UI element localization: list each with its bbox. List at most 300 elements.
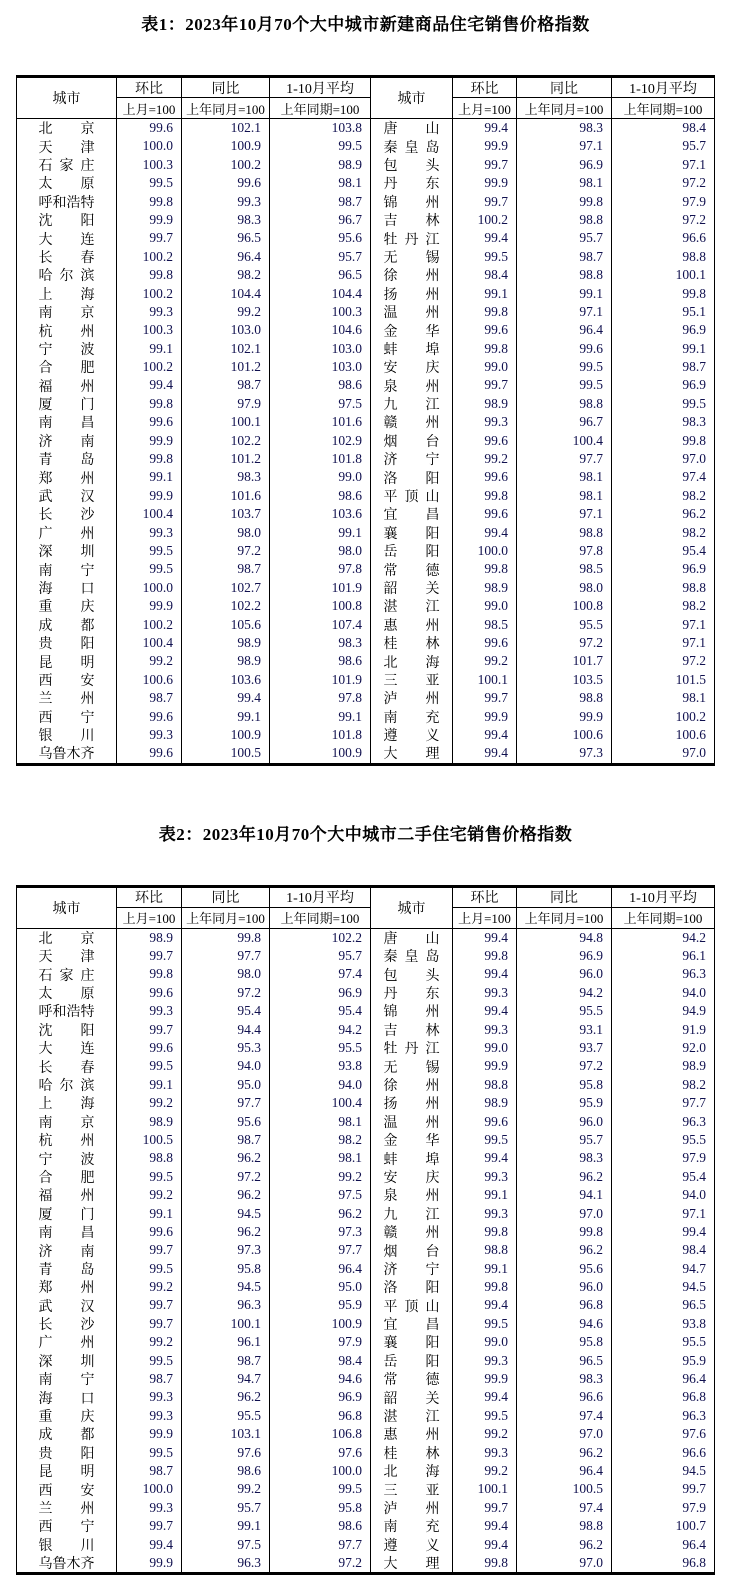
value-cell-yoy: 95.5 xyxy=(517,616,612,634)
value-cell-avg: 97.0 xyxy=(682,451,706,467)
city-name: 三 亚 xyxy=(383,673,440,689)
city-cell xyxy=(371,542,453,560)
city-cell xyxy=(17,1278,117,1296)
value-cell-avg: 93.8 xyxy=(682,1315,706,1331)
city-name: 南 充 xyxy=(383,1520,440,1536)
value-cell-mom: 99.1 xyxy=(117,1205,182,1223)
value-cell-mom: 100.4 xyxy=(117,634,182,652)
city-name: 丹 东 xyxy=(383,177,440,193)
value-cell-mom: 99.2 xyxy=(117,652,182,670)
value-cell-yoy: 103.5 xyxy=(517,671,612,689)
city-cell xyxy=(371,947,453,965)
city-name: 福 州 xyxy=(38,1189,95,1205)
city-cell xyxy=(17,211,117,229)
city-name: 武 汉 xyxy=(38,490,95,506)
city-cell xyxy=(371,1462,453,1480)
value-cell-yoy: 98.3 xyxy=(517,119,612,137)
value-cell-mom: 99.7 xyxy=(117,1241,182,1259)
value-cell-yoy: 98.8 xyxy=(517,524,612,542)
value-cell-avg: 96.8 xyxy=(682,1554,706,1570)
city-name: 宁 波 xyxy=(38,342,95,358)
city-cell xyxy=(371,505,453,523)
value-cell-avg: 97.1 xyxy=(682,616,706,632)
city-name: 安 庆 xyxy=(383,1170,440,1186)
value-cell-yoy: 96.2 xyxy=(517,1536,612,1554)
value-cell-mom: 99.7 xyxy=(117,1021,182,1039)
value-cell-avg: 99.1 xyxy=(338,524,362,540)
value-cell-yoy: 100.8 xyxy=(517,597,612,615)
city-cell xyxy=(17,1168,117,1186)
value-cell-mom: 99.1 xyxy=(117,1076,182,1094)
city-name: 银 川 xyxy=(38,729,95,745)
value-cell-avg: 97.5 xyxy=(338,1187,362,1203)
value-cell-mom: 99.8 xyxy=(117,965,182,983)
city-cell xyxy=(371,1499,453,1517)
city-cell xyxy=(371,1388,453,1406)
value-cell-avg: 94.2 xyxy=(682,929,706,945)
value-cell-avg: 98.1 xyxy=(682,690,706,706)
value-cell-mom: 99.7 xyxy=(453,689,517,707)
value-cell-mom: 99.6 xyxy=(453,1113,517,1131)
value-cell-yoy: 96.9 xyxy=(517,156,612,174)
value-cell-mom: 99.5 xyxy=(117,1444,182,1462)
value-cell-mom: 99.5 xyxy=(117,1352,182,1370)
city-name: 济 南 xyxy=(38,1244,95,1260)
value-cell-yoy: 98.3 xyxy=(517,1149,612,1167)
value-cell-avg: 93.8 xyxy=(338,1058,362,1074)
value-cell-mom: 99.4 xyxy=(453,1517,517,1535)
city-cell xyxy=(17,505,117,523)
city-cell xyxy=(17,542,117,560)
value-cell-avg: 99.5 xyxy=(338,1481,362,1497)
value-cell-yoy: 97.2 xyxy=(517,634,612,652)
value-cell-mom: 100.1 xyxy=(453,671,517,689)
city-name: 吉 林 xyxy=(383,1023,440,1039)
city-name: 泉 州 xyxy=(383,379,440,395)
value-cell-yoy: 95.4 xyxy=(182,1002,270,1020)
value-cell-mom: 99.5 xyxy=(453,1131,517,1149)
value-cell-mom: 100.0 xyxy=(453,542,517,560)
value-cell-yoy: 98.9 xyxy=(182,652,270,670)
city-name: 大 理 xyxy=(383,747,440,763)
value-cell-yoy: 103.6 xyxy=(182,671,270,689)
value-cell-mom: 99.9 xyxy=(117,432,182,450)
city-name: 泉 州 xyxy=(383,1189,440,1205)
value-cell-avg: 95.9 xyxy=(682,1352,706,1368)
city-name: 呼 和 浩 特 xyxy=(38,195,95,211)
city-cell xyxy=(371,450,453,468)
city-name: 贵 阳 xyxy=(38,637,95,653)
city-cell xyxy=(17,1517,117,1535)
value-cell-mom: 99.8 xyxy=(453,1223,517,1241)
value-cell-mom: 100.0 xyxy=(117,1480,182,1498)
value-cell-yoy: 94.5 xyxy=(182,1205,270,1223)
city-cell xyxy=(371,1094,453,1112)
value-cell-avg: 102.2 xyxy=(331,929,362,945)
city-cell xyxy=(371,1149,453,1167)
city-cell xyxy=(17,1076,117,1094)
value-cell-avg: 99.5 xyxy=(338,138,362,154)
value-cell-avg: 96.9 xyxy=(682,322,706,338)
city-cell xyxy=(371,1021,453,1039)
city-cell xyxy=(371,1223,453,1241)
city-name: 青 岛 xyxy=(38,453,95,469)
value-cell-avg: 101.9 xyxy=(331,671,362,687)
value-cell-yoy: 96.2 xyxy=(517,1444,612,1462)
value-cell-yoy: 98.8 xyxy=(517,395,612,413)
value-cell-yoy: 94.0 xyxy=(182,1057,270,1075)
city-name: 西 安 xyxy=(38,673,95,689)
value-cell-avg: 96.2 xyxy=(338,1205,362,1221)
value-cell-mom: 99.4 xyxy=(453,119,517,137)
city-name: 杭 州 xyxy=(38,324,95,340)
city-name: 温 州 xyxy=(383,1115,440,1131)
value-cell-avg: 95.6 xyxy=(338,230,362,246)
city-name: 合 肥 xyxy=(38,361,95,377)
city-cell xyxy=(17,1039,117,1057)
city-name: 扬 州 xyxy=(383,287,440,303)
value-cell-mom: 98.9 xyxy=(453,1094,517,1112)
city-name: 牡 丹 江 xyxy=(383,1042,440,1058)
table1-title: 表1：2023年10月70个大中城市新建商品住宅销售价格指数 xyxy=(141,15,590,34)
value-cell-avg: 97.0 xyxy=(682,745,706,761)
city-cell xyxy=(17,1260,117,1278)
value-cell-avg: 94.0 xyxy=(682,984,706,1000)
city-cell xyxy=(371,174,453,192)
value-cell-mom: 99.2 xyxy=(117,1094,182,1112)
value-cell-mom: 100.2 xyxy=(117,285,182,303)
city-name: 北 京 xyxy=(38,122,95,138)
value-cell-avg: 96.7 xyxy=(338,211,362,227)
value-cell-mom: 99.5 xyxy=(453,248,517,266)
city-cell xyxy=(17,1333,117,1351)
value-cell-yoy: 95.9 xyxy=(517,1094,612,1112)
city-name: 大 连 xyxy=(38,1042,95,1058)
city-name: 三 亚 xyxy=(383,1483,440,1499)
value-cell-yoy: 93.7 xyxy=(517,1039,612,1057)
value-cell-avg: 96.4 xyxy=(682,1371,706,1387)
value-cell-yoy: 96.4 xyxy=(182,248,270,266)
value-cell-avg: 96.9 xyxy=(682,561,706,577)
city-cell xyxy=(17,156,117,174)
value-cell-avg: 97.2 xyxy=(682,175,706,191)
city-name: 深 圳 xyxy=(38,1354,95,1370)
value-cell-avg: 100.2 xyxy=(675,708,706,724)
city-name: 长 春 xyxy=(38,1060,95,1076)
value-cell-yoy: 98.7 xyxy=(182,1131,270,1149)
city-name: 厦 门 xyxy=(38,1207,95,1223)
value-cell-mom: 99.7 xyxy=(453,376,517,394)
column-subheader-mom-base: 上月=100 xyxy=(453,908,517,928)
city-cell xyxy=(371,1057,453,1075)
city-cell xyxy=(371,1315,453,1333)
value-cell-mom: 99.3 xyxy=(453,413,517,431)
value-cell-avg: 96.9 xyxy=(682,377,706,393)
city-name: 牡 丹 江 xyxy=(383,232,440,248)
value-cell-mom: 99.7 xyxy=(117,1517,182,1535)
value-cell-yoy: 96.9 xyxy=(517,947,612,965)
city-cell xyxy=(371,1425,453,1443)
column-subheader-avg-base: 上年同期=100 xyxy=(280,101,360,117)
city-cell xyxy=(17,1113,117,1131)
value-cell-yoy: 95.0 xyxy=(182,1076,270,1094)
value-cell-yoy: 98.3 xyxy=(182,468,270,486)
value-cell-yoy: 99.4 xyxy=(182,689,270,707)
value-cell-mom: 100.6 xyxy=(117,671,182,689)
city-name: 遵 义 xyxy=(383,729,440,745)
value-cell-avg: 97.1 xyxy=(682,156,706,172)
value-cell-yoy: 98.8 xyxy=(517,689,612,707)
value-cell-avg: 98.8 xyxy=(682,579,706,595)
value-cell-mom: 99.4 xyxy=(453,229,517,247)
value-cell-yoy: 98.8 xyxy=(517,1517,612,1535)
value-cell-avg: 96.8 xyxy=(682,1389,706,1405)
city-cell xyxy=(371,137,453,155)
city-cell xyxy=(371,156,453,174)
value-cell-avg: 100.0 xyxy=(331,1463,362,1478)
value-cell-mom: 99.6 xyxy=(117,1223,182,1241)
table1-left-body xyxy=(17,119,370,763)
value-cell-yoy: 96.2 xyxy=(182,1388,270,1406)
value-cell-mom: 99.5 xyxy=(117,174,182,192)
city-cell xyxy=(371,1241,453,1259)
city-cell xyxy=(17,1205,117,1223)
city-cell xyxy=(17,340,117,358)
value-cell-yoy: 101.7 xyxy=(517,652,612,670)
city-cell xyxy=(17,524,117,542)
city-cell xyxy=(371,1113,453,1131)
city-name: 南 宁 xyxy=(38,563,95,579)
value-cell-avg: 98.6 xyxy=(338,487,362,503)
value-cell-avg: 94.5 xyxy=(682,1463,706,1478)
value-cell-mom: 99.8 xyxy=(453,1278,517,1296)
value-cell-avg: 97.2 xyxy=(338,1554,362,1570)
value-cell-avg: 92.0 xyxy=(682,1040,706,1056)
value-cell-avg: 95.4 xyxy=(338,1003,362,1019)
table2-right-half xyxy=(370,888,714,1573)
value-cell-yoy: 97.1 xyxy=(517,303,612,321)
value-cell-yoy: 100.5 xyxy=(182,744,270,762)
city-name: 厦 门 xyxy=(38,398,95,414)
city-cell xyxy=(17,174,117,192)
city-cell xyxy=(371,321,453,339)
value-cell-avg: 98.6 xyxy=(338,377,362,393)
value-cell-avg: 97.7 xyxy=(682,1095,706,1111)
value-cell-mom: 99.6 xyxy=(453,432,517,450)
city-name: 无 锡 xyxy=(383,1060,440,1076)
city-name: 深 圳 xyxy=(38,545,95,561)
city-cell xyxy=(371,1352,453,1370)
value-cell-yoy: 102.2 xyxy=(182,432,270,450)
value-cell-yoy: 95.7 xyxy=(517,1131,612,1149)
value-cell-yoy: 99.1 xyxy=(517,285,612,303)
value-cell-avg: 99.5 xyxy=(682,395,706,411)
city-cell xyxy=(371,634,453,652)
value-cell-mom: 99.7 xyxy=(453,156,517,174)
value-cell-mom: 98.8 xyxy=(117,1149,182,1167)
value-cell-avg: 96.2 xyxy=(682,506,706,522)
value-cell-mom: 99.4 xyxy=(117,1536,182,1554)
value-cell-avg: 94.9 xyxy=(682,1003,706,1019)
value-cell-yoy: 95.5 xyxy=(517,1002,612,1020)
city-name: 贵 阳 xyxy=(38,1446,95,1462)
city-name: 兰 州 xyxy=(38,692,95,708)
value-cell-avg: 98.2 xyxy=(682,524,706,540)
table2-right-header xyxy=(371,888,714,929)
value-cell-mom: 99.9 xyxy=(453,137,517,155)
value-cell-mom: 99.6 xyxy=(453,634,517,652)
value-cell-mom: 99.4 xyxy=(117,376,182,394)
city-cell xyxy=(371,1076,453,1094)
value-cell-mom: 99.2 xyxy=(453,450,517,468)
city-name: 大 理 xyxy=(383,1557,440,1573)
value-cell-yoy: 94.8 xyxy=(517,929,612,947)
value-cell-avg: 95.4 xyxy=(682,542,706,558)
city-name: 丹 东 xyxy=(383,987,440,1003)
city-cell xyxy=(371,285,453,303)
city-name: 北 海 xyxy=(383,1465,440,1481)
value-cell-yoy: 100.1 xyxy=(182,413,270,431)
city-name: 包 头 xyxy=(383,968,440,984)
value-cell-mom: 99.2 xyxy=(117,1333,182,1351)
column-subheader-avg-base: 上年同期=100 xyxy=(623,101,703,117)
city-cell xyxy=(17,1554,117,1572)
city-name: 石 家 庄 xyxy=(38,968,95,984)
city-name: 上 海 xyxy=(38,287,95,303)
city-cell xyxy=(371,984,453,1002)
city-cell xyxy=(17,266,117,284)
value-cell-yoy: 99.8 xyxy=(182,929,270,947)
value-cell-mom: 99.8 xyxy=(117,450,182,468)
city-name: 海 口 xyxy=(38,1391,95,1407)
value-cell-yoy: 96.7 xyxy=(517,413,612,431)
value-cell-mom: 99.5 xyxy=(453,1315,517,1333)
city-name: 唐 山 xyxy=(383,122,440,138)
city-name: 韶 关 xyxy=(383,1391,440,1407)
value-cell-yoy: 96.0 xyxy=(517,1278,612,1296)
city-cell xyxy=(17,1425,117,1443)
city-name: 蚌 埠 xyxy=(383,1152,440,1168)
value-cell-avg: 97.8 xyxy=(338,690,362,706)
city-cell xyxy=(371,1002,453,1020)
value-cell-avg: 95.8 xyxy=(338,1499,362,1515)
value-cell-avg: 103.8 xyxy=(331,120,362,135)
city-cell xyxy=(371,1260,453,1278)
value-cell-yoy: 96.4 xyxy=(517,321,612,339)
value-cell-avg: 98.4 xyxy=(682,1242,706,1258)
value-cell-mom: 99.1 xyxy=(453,1186,517,1204)
city-cell xyxy=(371,266,453,284)
value-cell-yoy: 97.1 xyxy=(517,505,612,523)
city-name: 宁 波 xyxy=(38,1152,95,1168)
value-cell-yoy: 96.3 xyxy=(182,1296,270,1314)
city-name: 无 锡 xyxy=(383,250,440,266)
value-cell-mom: 100.2 xyxy=(453,211,517,229)
value-cell-yoy: 95.6 xyxy=(517,1260,612,1278)
city-cell xyxy=(371,671,453,689)
value-cell-mom: 99.8 xyxy=(117,266,182,284)
city-name: 温 州 xyxy=(383,306,440,322)
column-header-yoy: 同比 xyxy=(517,78,612,98)
value-cell-mom: 100.0 xyxy=(117,137,182,155)
value-cell-yoy: 100.1 xyxy=(182,1315,270,1333)
value-cell-mom: 99.0 xyxy=(453,358,517,376)
value-cell-yoy: 98.6 xyxy=(182,1462,270,1480)
value-cell-yoy: 94.6 xyxy=(517,1315,612,1333)
city-cell xyxy=(17,1241,117,1259)
value-cell-mom: 100.2 xyxy=(117,358,182,376)
value-cell-mom: 98.8 xyxy=(453,1076,517,1094)
column-header-avg: 1-10月平均 xyxy=(270,888,370,908)
city-name: 徐 州 xyxy=(383,269,440,285)
city-cell xyxy=(371,303,453,321)
value-cell-yoy: 97.0 xyxy=(517,1554,612,1572)
city-cell xyxy=(17,1352,117,1370)
city-name: 宜 昌 xyxy=(383,1318,440,1334)
value-cell-yoy: 99.5 xyxy=(517,358,612,376)
value-cell-avg: 95.7 xyxy=(682,138,706,154)
city-cell xyxy=(17,468,117,486)
value-cell-avg: 95.5 xyxy=(682,1334,706,1350)
city-cell xyxy=(371,468,453,486)
city-cell xyxy=(371,358,453,376)
city-name: 西 安 xyxy=(38,1483,95,1499)
city-cell xyxy=(17,1094,117,1112)
city-name: 济 宁 xyxy=(383,1262,440,1278)
column-header-yoy: 同比 xyxy=(182,888,270,908)
value-cell-avg: 103.0 xyxy=(331,359,362,375)
value-cell-yoy: 97.6 xyxy=(182,1444,270,1462)
value-cell-mom: 98.4 xyxy=(453,266,517,284)
city-cell xyxy=(371,708,453,726)
city-cell xyxy=(371,1296,453,1314)
city-name: 武 汉 xyxy=(38,1299,95,1315)
value-cell-yoy: 95.7 xyxy=(182,1499,270,1517)
value-cell-yoy: 99.6 xyxy=(517,340,612,358)
city-name: 沈 阳 xyxy=(38,1023,95,1039)
value-cell-mom: 99.9 xyxy=(117,1554,182,1572)
city-name: 南 京 xyxy=(38,306,95,322)
value-cell-mom: 99.3 xyxy=(453,1168,517,1186)
value-cell-mom: 99.8 xyxy=(453,560,517,578)
value-cell-mom: 99.2 xyxy=(117,1278,182,1296)
value-cell-yoy: 96.2 xyxy=(182,1149,270,1167)
city-name: 岳 阳 xyxy=(383,1354,440,1370)
city-cell xyxy=(17,1499,117,1517)
value-cell-avg: 95.5 xyxy=(682,1131,706,1147)
value-cell-avg: 96.6 xyxy=(682,230,706,246)
city-cell xyxy=(371,1278,453,1296)
city-name: 济 南 xyxy=(38,434,95,450)
city-cell xyxy=(17,616,117,634)
city-name: 常 德 xyxy=(383,563,440,579)
value-cell-mom: 99.2 xyxy=(453,1425,517,1443)
city-name: 重 庆 xyxy=(38,1410,95,1426)
city-name: 韶 关 xyxy=(383,581,440,597)
column-header-city: 城市 xyxy=(371,78,453,118)
city-cell xyxy=(17,965,117,983)
value-cell-yoy: 102.1 xyxy=(182,340,270,358)
city-name: 大 连 xyxy=(38,232,95,248)
city-name: 遵 义 xyxy=(383,1538,440,1554)
city-cell xyxy=(17,248,117,266)
value-cell-yoy: 98.7 xyxy=(517,248,612,266)
value-cell-yoy: 95.8 xyxy=(182,1260,270,1278)
value-cell-yoy: 96.6 xyxy=(517,1388,612,1406)
table2-left-half xyxy=(17,888,370,1573)
table2-left-body xyxy=(17,929,370,1573)
value-cell-mom: 99.5 xyxy=(117,560,182,578)
